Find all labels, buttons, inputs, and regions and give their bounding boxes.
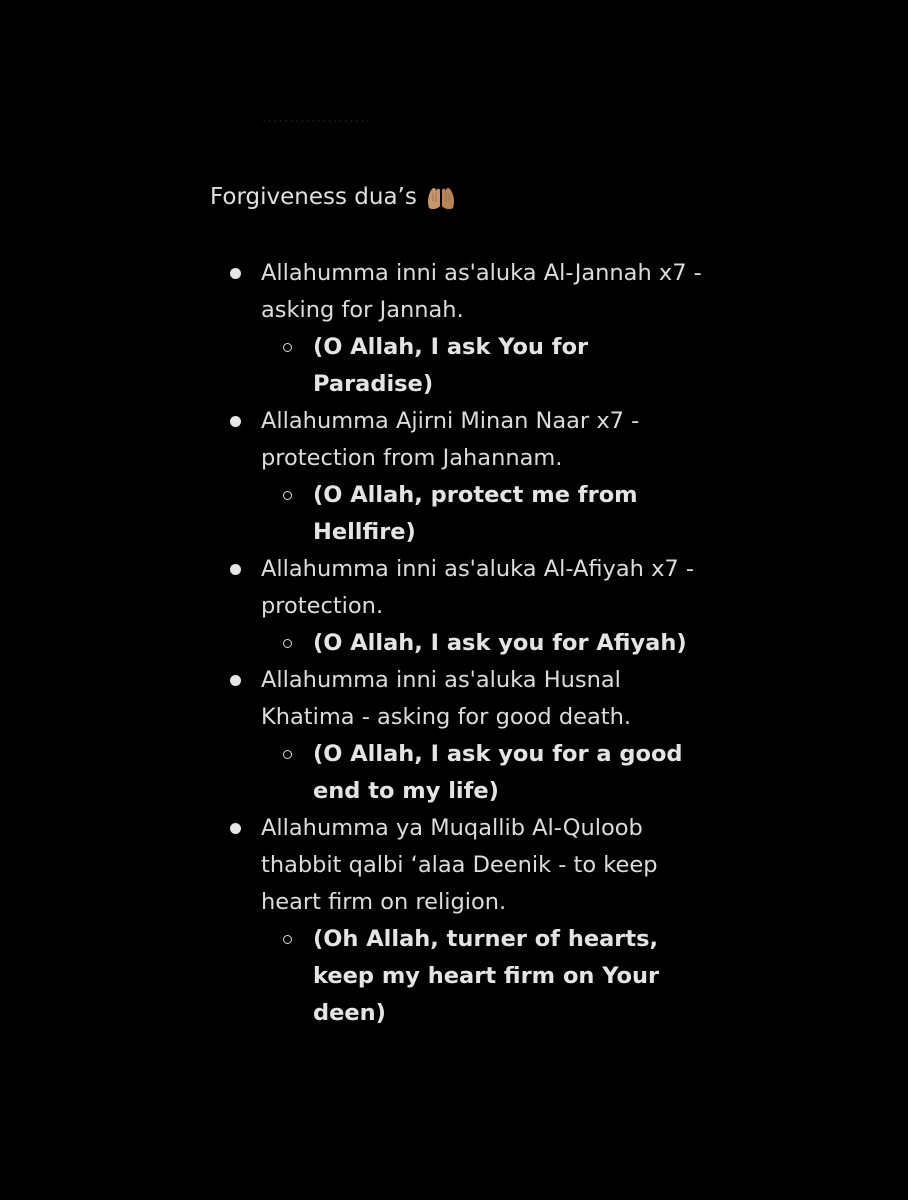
list-item — [226, 662, 706, 810]
bullet-icon — [230, 268, 241, 279]
hollow-bullet-icon — [283, 750, 292, 759]
dua-item — [226, 255, 706, 329]
dua-text: Allahumma inni as'aluka Al-Afiyah x7 - protection. — [261, 556, 694, 619]
list-item — [226, 255, 706, 403]
dua-translation — [226, 329, 706, 403]
bullet-icon — [230, 416, 241, 427]
translation-text: (O Allah, protect me from Hellfire) — [313, 482, 638, 545]
translation-text: (Oh Allah, turner of hearts, keep my heart firm on Your deen) — [313, 926, 660, 1026]
note-title-text: Forgiveness dua’s — [210, 184, 417, 210]
dua-text: Allahumma ya Muqallib Al-Quloob thabbit qalbi ‘alaa Deenik - to keep heart firm on religion. — [261, 815, 658, 915]
dua-item — [226, 810, 706, 921]
dua-list — [226, 255, 706, 1032]
dua-translation — [226, 736, 706, 810]
dua-translation — [226, 625, 706, 662]
praying-hands-icon — [425, 184, 457, 210]
hollow-bullet-icon — [283, 343, 292, 352]
bullet-icon — [230, 823, 241, 834]
list-item — [226, 403, 706, 551]
translation-text: (O Allah, I ask you for Afiyah) — [313, 630, 687, 656]
bullet-icon — [230, 564, 241, 575]
note-title — [210, 180, 457, 214]
translation-text: (O Allah, I ask you for a good end to my life) — [313, 741, 683, 804]
hollow-bullet-icon — [283, 935, 292, 944]
dua-item — [226, 551, 706, 625]
hollow-bullet-icon — [283, 491, 292, 500]
dua-translation — [226, 921, 706, 1032]
hollow-bullet-icon — [283, 639, 292, 648]
dua-text: Allahumma Ajirni Minan Naar x7 - protection from Jahannam. — [261, 408, 640, 471]
dua-item — [226, 662, 706, 736]
list-item — [226, 551, 706, 662]
bullet-icon — [230, 675, 241, 686]
dua-text: Allahumma inni as'aluka Husnal Khatima - asking for good death. — [261, 667, 631, 730]
faint-header-text: ···················· — [262, 114, 372, 130]
list-item — [226, 810, 706, 1032]
dua-text: Allahumma inni as'aluka Al-Jannah x7 - asking for Jannah. — [261, 260, 702, 323]
dua-item — [226, 403, 706, 477]
translation-text: (O Allah, I ask You for Paradise) — [313, 334, 589, 397]
dua-translation — [226, 477, 706, 551]
